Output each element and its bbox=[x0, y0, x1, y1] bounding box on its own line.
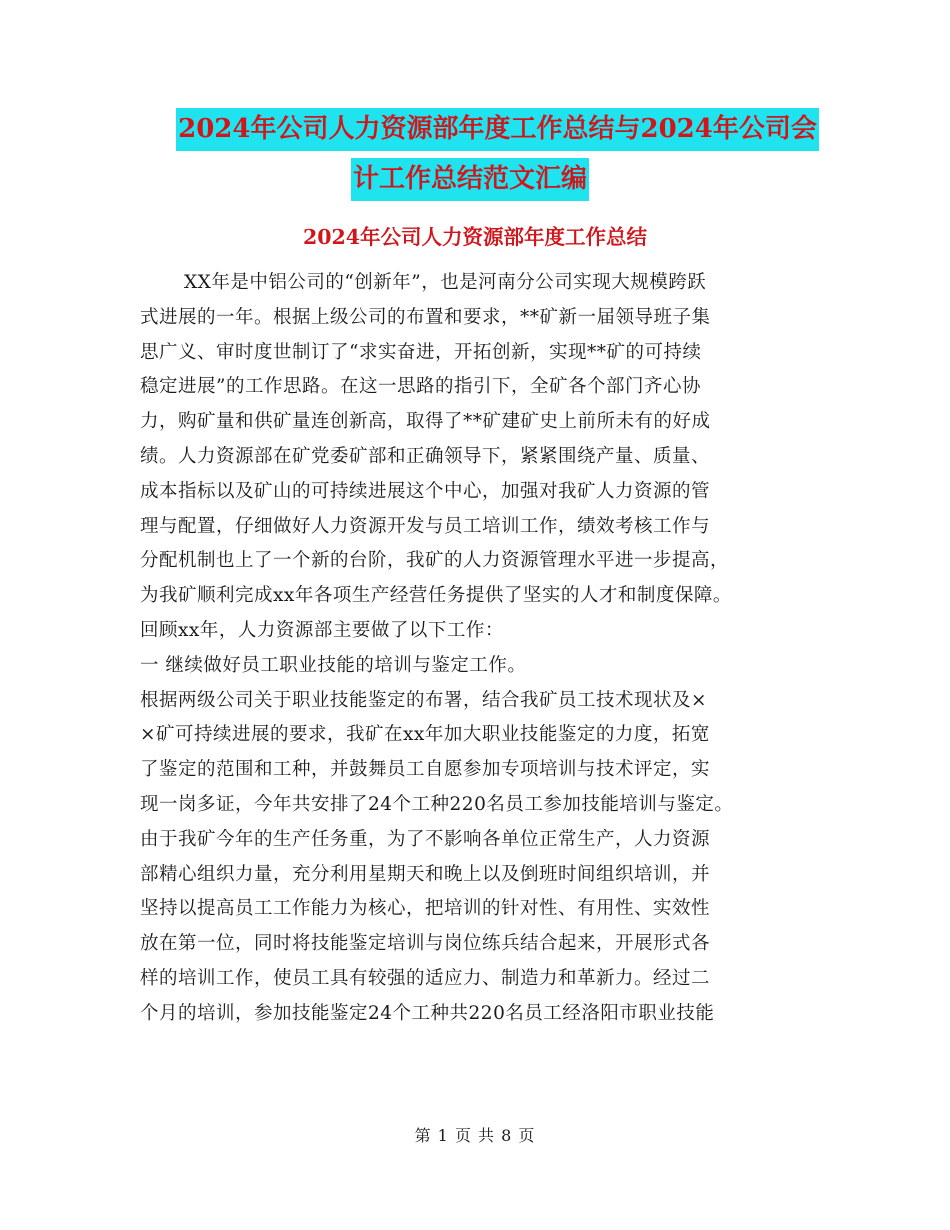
paragraph-line: 式进展的一年。根据上级公司的布置和要求，**矿新一届领导班子集 bbox=[140, 306, 711, 328]
paragraph-line: 理与配置，仔细做好人力资源开发与员工培训工作，绩效考核工作与 bbox=[140, 515, 711, 537]
title-line-2: 计工作总结范文汇编 bbox=[351, 158, 589, 201]
body-text bbox=[140, 266, 830, 1032]
paragraph-line: 现一岗多证，今年共安排了24个工种220名员工参加技能培训与鉴定。 bbox=[140, 793, 734, 815]
section-title: 2024年公司人力资源部年度工作总结 bbox=[302, 225, 648, 249]
paragraph-line: 绩。人力资源部在矿党委矿部和正确领导下，紧紧围绕产量、质量、 bbox=[140, 445, 711, 467]
paragraph-line: 稳定进展”的工作思路。在这一思路的指引下，全矿各个部门齐心协 bbox=[140, 376, 701, 398]
paragraph-line: 样的培训工作，使员工具有较强的适应力、制造力和革新力。经过二 bbox=[140, 967, 711, 989]
paragraph-line: 根据两级公司关于职业技能鉴定的布署，结合我矿员工技术现状及× bbox=[140, 689, 708, 711]
paragraph-line: 回顾xx年，人力资源部主要做了以下工作： bbox=[140, 619, 504, 641]
paragraph-line: 分配机制也上了一个新的台阶，我矿的人力资源管理水平进一步提高， bbox=[140, 550, 730, 572]
paragraph-line: XX年是中铝公司的“创新年”，也是河南分公司实现大规模跨跃 bbox=[184, 272, 707, 293]
paragraph-line: 为我矿顺利完成xx年各项生产经营任务提供了坚实的人才和制度保障。 bbox=[140, 585, 732, 607]
paragraph-line: 力，购矿量和供矿量连创新高，取得了**矿建矿史上前所未有的好成 bbox=[140, 411, 711, 433]
paragraph-line: 个月的培训，参加技能鉴定24个工种共220名员工经洛阳市职业技能 bbox=[140, 1002, 715, 1024]
paragraph-line: 由于我矿今年的生产任务重，为了不影响各单位正常生产，人力资源 bbox=[140, 828, 711, 850]
document-title bbox=[0, 108, 950, 201]
page-footer: 第 1 页 共 8 页 bbox=[414, 1126, 536, 1145]
paragraph-line: 了鉴定的范围和工种，并鼓舞员工自愿参加专项培训与技术评定，实 bbox=[140, 759, 711, 781]
paragraph-line: 思广义、审时度世制订了“求实奋进，开拓创新，实现**矿的可持续 bbox=[140, 341, 702, 363]
paragraph-line: 放在第一位，同时将技能鉴定培训与岗位练兵结合起来，开展形式各 bbox=[140, 933, 711, 955]
paragraph-line: 部精心组织力量，充分利用星期天和晚上以及倒班时间组织培训，并 bbox=[140, 863, 711, 885]
paragraph-line: 坚持以提高员工工作能力为核心，把培训的针对性、有用性、实效性 bbox=[140, 898, 711, 920]
section-heading: 一 继续做好员工职业技能的培训与鉴定工作。 bbox=[140, 654, 527, 676]
title-line-1: 2024年公司人力资源部年度工作总结与2024年公司会 bbox=[176, 108, 819, 151]
paragraph-line: ×矿可持续进展的要求，我矿在xx年加大职业技能鉴定的力度，拓宽 bbox=[140, 724, 710, 746]
paragraph-line: 成本指标以及矿山的可持续进展这个中心，加强对我矿人力资源的管 bbox=[140, 480, 711, 502]
